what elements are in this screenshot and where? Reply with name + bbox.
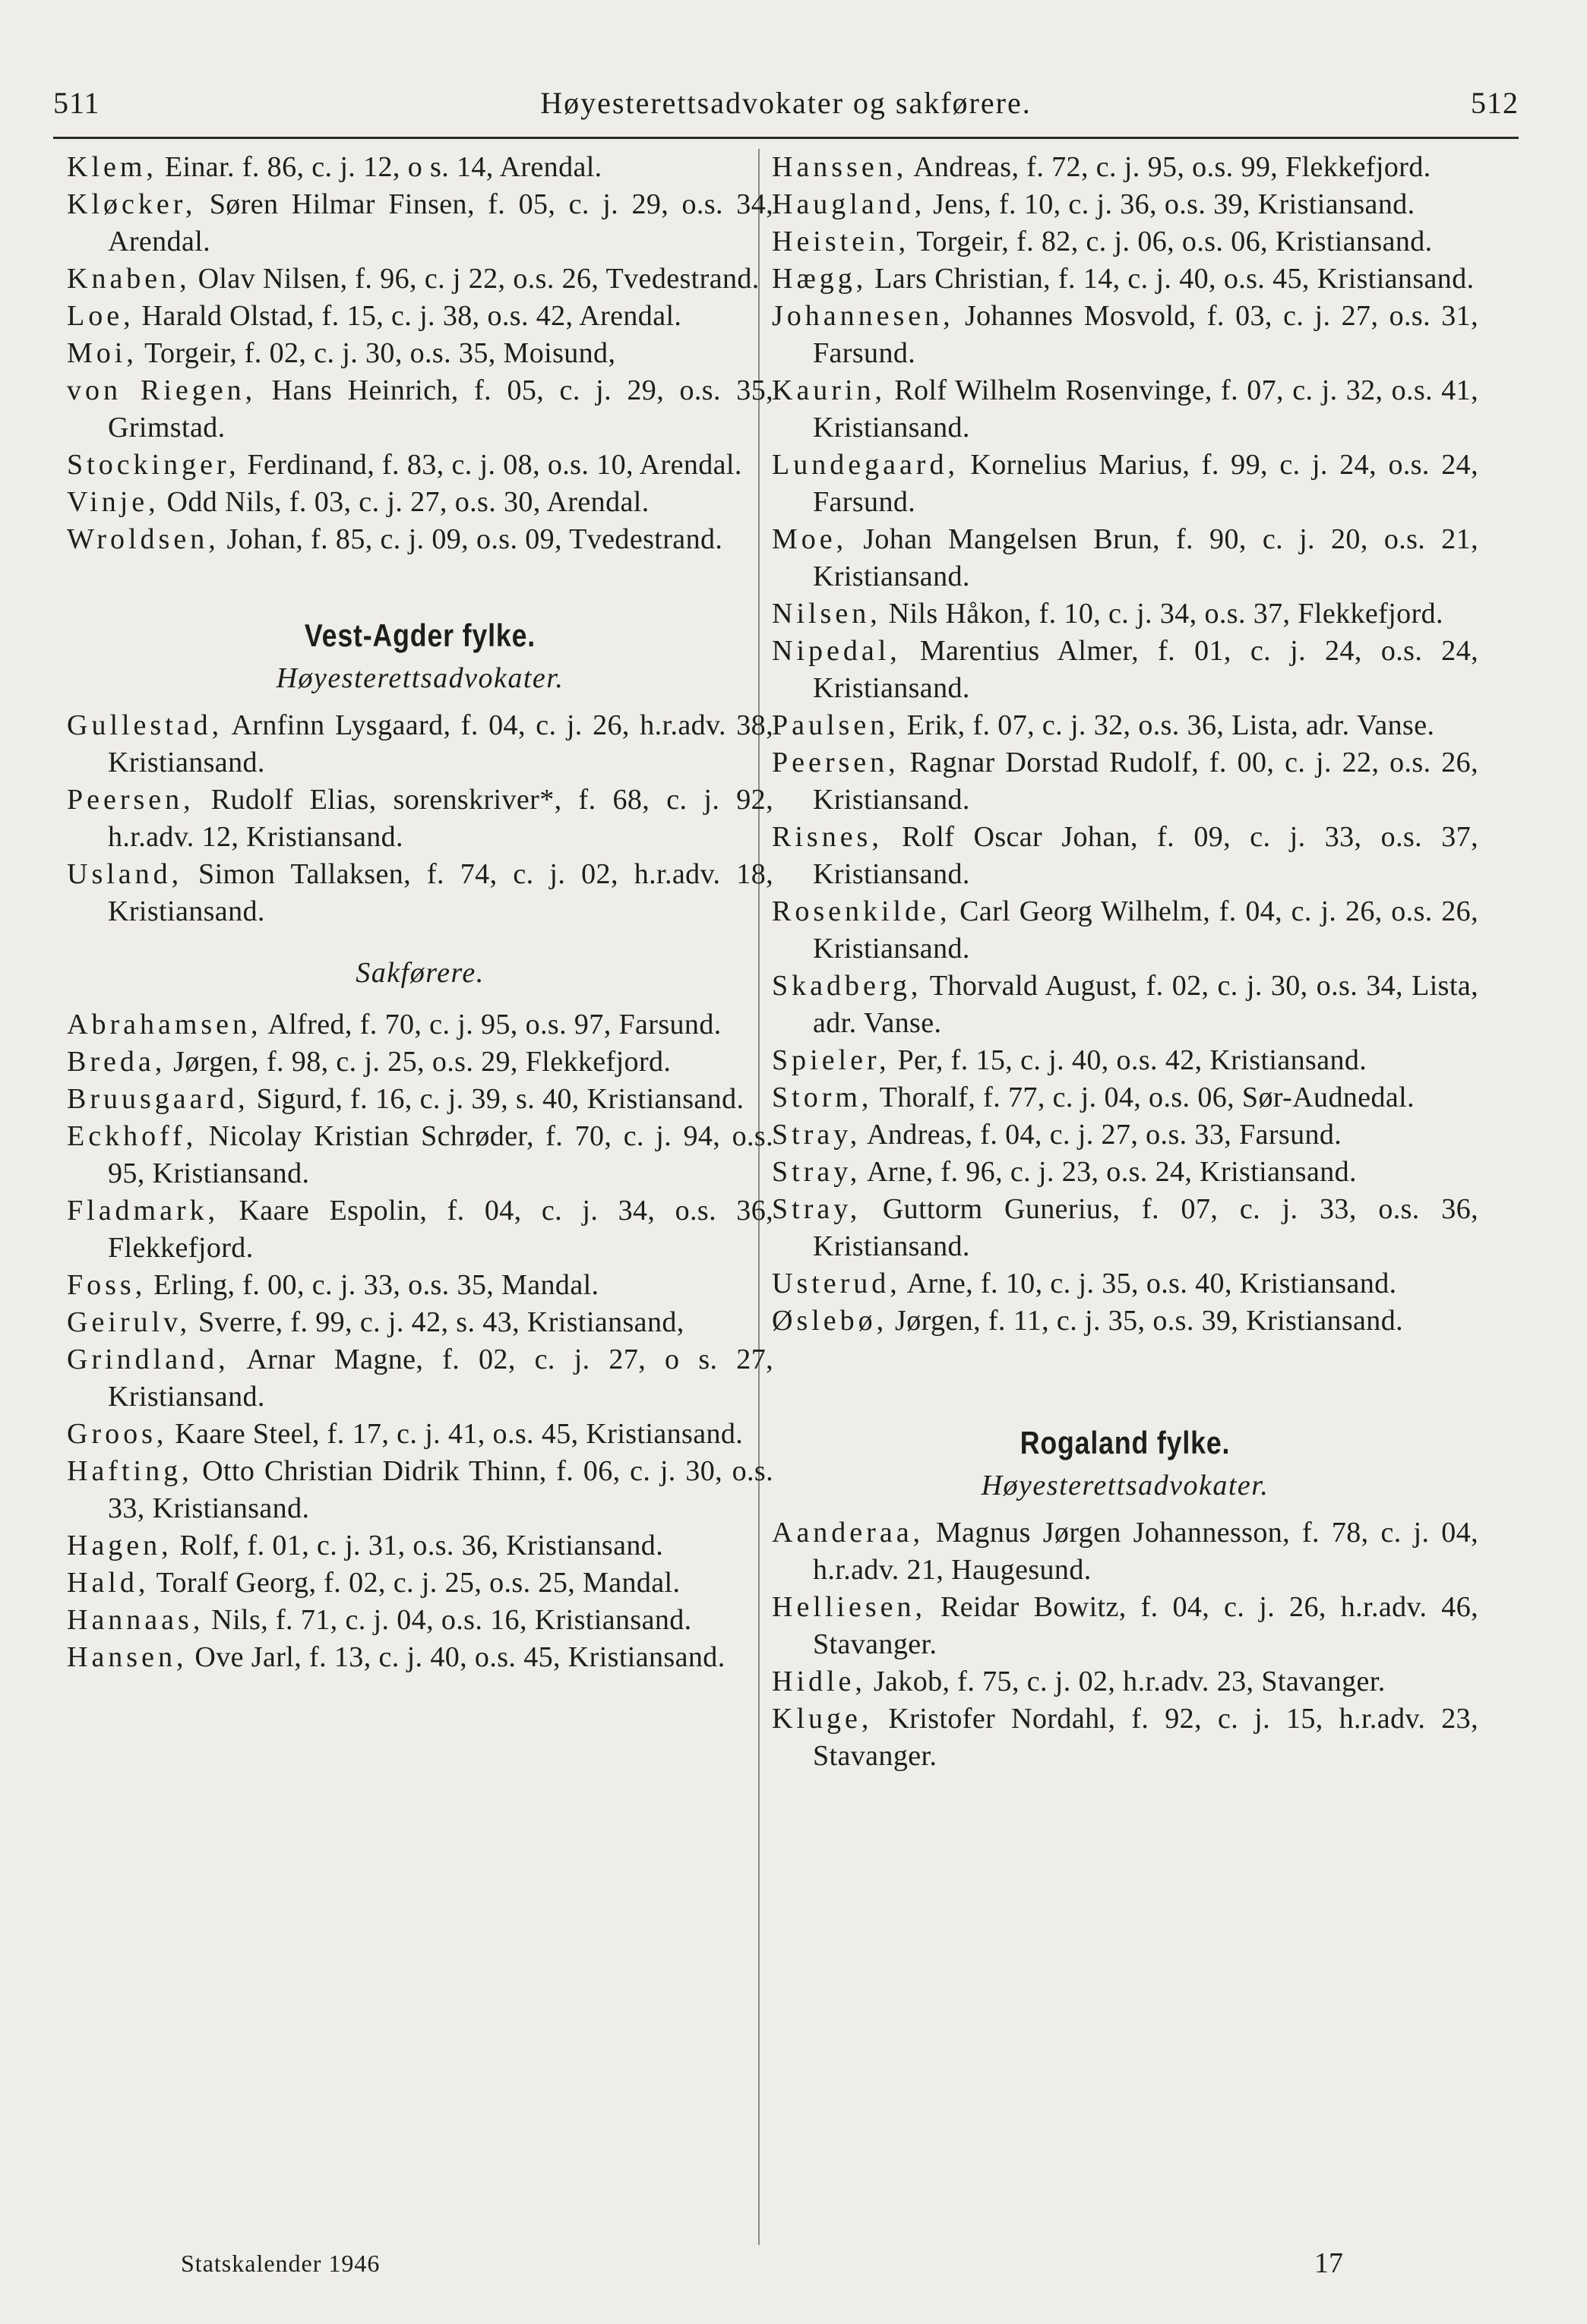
entry-name: Johannesen, (772, 300, 954, 332)
entry-name: Helliesen, (772, 1591, 927, 1623)
entry-details: Thorvald August, f. 02, c. j. 30, o.s. 34, Lista, adr. Vanse. (813, 970, 1478, 1039)
entry-name: Grindland, (67, 1344, 229, 1375)
list-item (67, 707, 773, 782)
list-item (772, 1700, 1478, 1775)
entry-name: Stray, (772, 1193, 861, 1225)
entry-details: Hans Heinrich, f. 05, c. j. 29, o.s. 35, Grimstad. (108, 374, 773, 444)
entry-details: Odd Nils, f. 03, c. j. 27, o.s. 30, Arendal. (159, 486, 650, 518)
list-item (772, 1514, 1478, 1589)
entry-details: Olav Nilsen, f. 96, c. j 22, o.s. 26, Tvedestrand. (190, 263, 760, 295)
subsection-title: Høyesterettsadvokater. (276, 662, 564, 694)
entry-details: Sigurd, f. 16, c. j. 39, s. 40, Kristiansand. (248, 1083, 744, 1115)
entry-name: Hafting, (67, 1455, 193, 1487)
entry-details: Guttorm Gunerius, f. 07, c. j. 33, o.s. 36, Kristiansand. (813, 1193, 1478, 1262)
entry-name: Lundegaard, (772, 449, 959, 481)
entry-details: Kristofer Nordahl, f. 92, c. j. 15, h.r.adv. 23, Stavanger. (813, 1703, 1478, 1772)
entry-name: Spieler, (772, 1044, 890, 1076)
list-item (67, 856, 773, 930)
list-item (67, 1044, 773, 1081)
entry-name: Usterud, (772, 1268, 901, 1299)
entry-details: Marentius Almer, f. 01, c. j. 24, o.s. 24, Kristiansand. (813, 635, 1478, 704)
list-item (772, 447, 1478, 521)
entry-name: Nipedal, (772, 635, 901, 667)
entry-name: Hansen, (67, 1641, 188, 1673)
list-item (67, 261, 773, 298)
right-column (772, 149, 1478, 1775)
entry-name: von Riegen, (67, 374, 257, 406)
list-item (67, 1304, 773, 1341)
entry-details: Simon Tallaksen, f. 74, c. j. 02, h.r.adv. 18, Kristiansand. (108, 858, 773, 927)
entry-details: Arnfinn Lysgaard, f. 04, c. j. 26, h.r.adv. 38, Kristiansand. (108, 709, 773, 778)
list-item (67, 186, 773, 261)
left-column (67, 149, 773, 1676)
list-item (67, 298, 773, 335)
entry-name: Rosenkilde, (772, 895, 951, 927)
list-item (67, 1081, 773, 1118)
subsection-title: Sakførere. (356, 957, 485, 989)
entry-name: Øslebø, (772, 1305, 888, 1337)
list-item (772, 968, 1478, 1042)
entry-details: Erling, f. 00, c. j. 33, o.s. 35, Mandal. (146, 1269, 599, 1301)
entry-name: Moe, (772, 523, 848, 555)
entry-details: Johannes Mosvold, f. 03, c. j. 27, o.s. 31, Farsund. (813, 300, 1478, 369)
entry-name: Storm, (772, 1081, 873, 1113)
entry-details: Andreas, f. 04, c. j. 27, o.s. 33, Farsund. (861, 1119, 1342, 1151)
entry-details: Rolf Wilhelm Rosenvinge, f. 07, c. j. 32, o.s. 41, Kristiansand. (813, 374, 1478, 444)
list-item (67, 335, 773, 372)
entry-name: Fladmark, (67, 1195, 220, 1227)
entry-name: Abrahamsen, (67, 1009, 262, 1040)
entry-name: Kløcker, (67, 188, 197, 220)
entry-details: Ferdinand, f. 83, c. j. 08, o.s. 10, Arendal. (239, 449, 742, 481)
entry-details: Andreas, f. 72, c. j. 95, o.s. 99, Flekkefjord. (907, 151, 1431, 183)
entry-name: Loe, (67, 300, 134, 332)
entry-name: Geirulv, (67, 1306, 191, 1338)
entry-name: Hanssen, (772, 151, 908, 183)
entry-name: Haugland, (772, 188, 926, 220)
entry-details: Rolf Oscar Johan, f. 09, c. j. 33, o.s. 37, Kristiansand. (813, 821, 1478, 890)
entry-details: Erik, f. 07, c. j. 32, o.s. 36, Lista, adr. Vanse. (899, 709, 1435, 741)
footer-signature: 17 (1314, 2247, 1343, 2279)
entry-name: Vinje, (67, 486, 160, 518)
footer-publication: Statskalender 1946 (181, 2250, 381, 2277)
list-item (772, 372, 1478, 447)
entry-list (67, 149, 773, 558)
list-item (772, 521, 1478, 595)
entry-details: Jørgen, f. 11, c. j. 35, o.s. 39, Kristiansand. (887, 1305, 1404, 1337)
list-item (772, 893, 1478, 968)
entry-name: Peersen, (67, 784, 194, 816)
entry-name: Heistein, (772, 226, 910, 257)
entry-details: Magnus Jørgen Johannesson, f. 78, c. j. 04, h.r.adv. 21, Haugesund. (813, 1517, 1478, 1586)
list-item (67, 782, 773, 856)
entry-details: Kornelius Marius, f. 99, c. j. 24, o.s. 24, Farsund. (813, 449, 1478, 518)
entry-details: Kaare Espolin, f. 04, c. j. 34, o.s. 36, Flekkefjord. (108, 1195, 773, 1264)
entry-details: Arne, f. 96, c. j. 23, o.s. 24, Kristiansand. (861, 1156, 1357, 1188)
entry-details: Sverre, f. 99, c. j. 42, s. 43, Kristiansand, (191, 1306, 684, 1338)
list-item (772, 149, 1478, 186)
entry-name: Hannaas, (67, 1604, 204, 1636)
list-item (67, 1006, 773, 1044)
list-item (67, 1341, 773, 1416)
list-item (67, 447, 773, 484)
page-number-right: 512 (1471, 86, 1519, 120)
entry-name: Risnes, (772, 821, 883, 853)
list-item (67, 149, 773, 186)
list-item (772, 707, 1478, 744)
list-item (772, 1303, 1478, 1340)
list-item (772, 819, 1478, 893)
entry-name: Gullestad, (67, 709, 223, 741)
entry-details: Kaare Steel, f. 17, c. j. 41, o.s. 45, Kristiansand. (167, 1418, 744, 1450)
entry-name: Eckhoff, (67, 1120, 198, 1152)
list-item (772, 744, 1478, 819)
entry-details: Arnar Magne, f. 02, c. j. 27, o s. 27, Kristiansand. (108, 1344, 773, 1413)
running-title: Høyesterettsadvokater og sakførere. (540, 86, 1032, 120)
entry-details: Johan Mangelsen Brun, f. 90, c. j. 20, o.s. 21, Kristiansand. (813, 523, 1478, 592)
section-title: Vest-Agder fylke. (304, 617, 536, 653)
list-item (67, 1453, 773, 1527)
list-item (67, 1639, 773, 1676)
entry-details: Jørgen, f. 98, c. j. 25, o.s. 29, Flekkefjord. (166, 1046, 672, 1078)
list-item (772, 298, 1478, 372)
entry-name: Peersen, (772, 747, 899, 778)
entry-list (67, 1006, 773, 1676)
entry-details: Jakob, f. 75, c. j. 02, h.r.adv. 23, Stavanger. (865, 1666, 1386, 1697)
entry-name: Hægg, (772, 263, 868, 295)
list-item (772, 186, 1478, 223)
entry-details: Torgeir, f. 02, c. j. 30, o.s. 35, Moisund, (137, 337, 616, 369)
list-item (67, 372, 773, 447)
entry-name: Aanderaa, (772, 1517, 925, 1549)
entry-name: Stockinger, (67, 449, 240, 481)
entry-details: Thoralf, f. 77, c. j. 04, o.s. 06, Sør-Audnedal. (872, 1081, 1415, 1113)
list-item (772, 1079, 1478, 1116)
entry-details: Johan, f. 85, c. j. 09, o.s. 09, Tvedestrand. (219, 523, 723, 555)
entry-details: Rolf, f. 01, c. j. 31, o.s. 36, Kristiansand. (172, 1530, 664, 1561)
header-rule (53, 137, 1519, 139)
entry-details: Arne, f. 10, c. j. 35, o.s. 40, Kristiansand. (900, 1268, 1397, 1299)
entry-name: Knaben, (67, 263, 191, 295)
page-header (53, 85, 1519, 131)
section-title: Rogaland fylke. (1020, 1425, 1231, 1460)
entry-details: Reidar Bowitz, f. 04, c. j. 26, h.r.adv. 46, Stavanger. (813, 1591, 1478, 1660)
list-item (772, 261, 1478, 298)
entry-name: Hald, (67, 1567, 150, 1599)
entry-name: Moi, (67, 337, 138, 369)
entry-name: Usland, (67, 858, 183, 890)
list-item (67, 484, 773, 521)
entry-details: Jens, f. 10, c. j. 36, o.s. 39, Kristiansand. (925, 188, 1415, 220)
entry-details: Harald Olstad, f. 15, c. j. 38, o.s. 42, Arendal. (134, 300, 682, 332)
entry-details: Alfred, f. 70, c. j. 95, o.s. 97, Farsund. (261, 1009, 722, 1040)
list-item (67, 1527, 773, 1565)
entry-details: Toralf Georg, f. 02, c. j. 25, o.s. 25, Mandal. (149, 1567, 681, 1599)
entry-name: Klem, (67, 151, 157, 183)
list-item (772, 223, 1478, 261)
entry-name: Nilsen, (772, 598, 881, 630)
entry-details: Einar. f. 86, c. j. 12, o s. 14, Arendal. (156, 151, 602, 183)
list-item (772, 1663, 1478, 1700)
list-item (772, 595, 1478, 633)
page-number-left: 511 (53, 86, 100, 120)
entry-details: Lars Christian, f. 14, c. j. 40, o.s. 45, Kristiansand. (867, 263, 1475, 295)
entry-details: Torgeir, f. 82, c. j. 06, o.s. 06, Kristiansand. (909, 226, 1433, 257)
entry-name: Kaurin, (772, 374, 887, 406)
entry-details: Ragnar Dorstad Rudolf, f. 00, c. j. 22, o.s. 26, Kristiansand. (813, 747, 1478, 816)
list-item (67, 1192, 773, 1267)
entry-name: Kluge, (772, 1703, 873, 1735)
list-item (67, 521, 773, 558)
entry-name: Breda, (67, 1046, 166, 1078)
list-item (772, 1265, 1478, 1303)
list-item (772, 633, 1478, 707)
subsection-title: Høyesterettsadvokater. (981, 1470, 1269, 1501)
list-item (772, 1154, 1478, 1191)
entry-details: Carl Georg Wilhelm, f. 04, c. j. 26, o.s. 26, Kristiansand. (813, 895, 1478, 965)
list-item (67, 1267, 773, 1304)
entry-name: Foss, (67, 1269, 147, 1301)
entry-name: Stray, (772, 1156, 861, 1188)
entry-details: Nils, f. 71, c. j. 04, o.s. 16, Kristiansand. (204, 1604, 692, 1636)
entry-details: Otto Christian Didrik Thinn, f. 06, c. j. 30, o.s. 33, Kristiansand. (108, 1455, 773, 1524)
entry-name: Wroldsen, (67, 523, 220, 555)
list-item (67, 1118, 773, 1192)
entry-list (67, 707, 773, 930)
list-item (67, 1602, 773, 1639)
list-item (67, 1565, 773, 1602)
list-item (772, 1191, 1478, 1265)
entry-details: Rudolf Elias, sorenskriver*, f. 68, c. j. 92, h.r.adv. 12, Kristiansand. (108, 784, 773, 853)
entry-list (772, 149, 1478, 1340)
entry-details: Ove Jarl, f. 13, c. j. 40, o.s. 45, Kristiansand. (187, 1641, 726, 1673)
list-item (772, 1589, 1478, 1663)
list-item (67, 1416, 773, 1453)
list-item (772, 1042, 1478, 1079)
entry-name: Hagen, (67, 1530, 172, 1561)
entry-name: Groos, (67, 1418, 168, 1450)
entry-name: Bruusgaard, (67, 1083, 249, 1115)
entry-details: Nicolay Kristian Schrøder, f. 70, c. j. 94, o.s. 95, Kristiansand. (108, 1120, 773, 1189)
entry-name: Paulsen, (772, 709, 899, 741)
entry-details: Nils Håkon, f. 10, c. j. 34, o.s. 37, Flekkefjord. (880, 598, 1443, 630)
entry-name: Stray, (772, 1119, 861, 1151)
list-item (772, 1116, 1478, 1154)
entry-name: Skadberg, (772, 970, 922, 1002)
entry-details: Søren Hilmar Finsen, f. 05, c. j. 29, o.s. 34, Arendal. (108, 188, 773, 257)
entry-details: Per, f. 15, c. j. 40, o.s. 42, Kristiansand. (890, 1044, 1367, 1076)
entry-list (772, 1514, 1478, 1775)
entry-name: Hidle, (772, 1666, 866, 1697)
